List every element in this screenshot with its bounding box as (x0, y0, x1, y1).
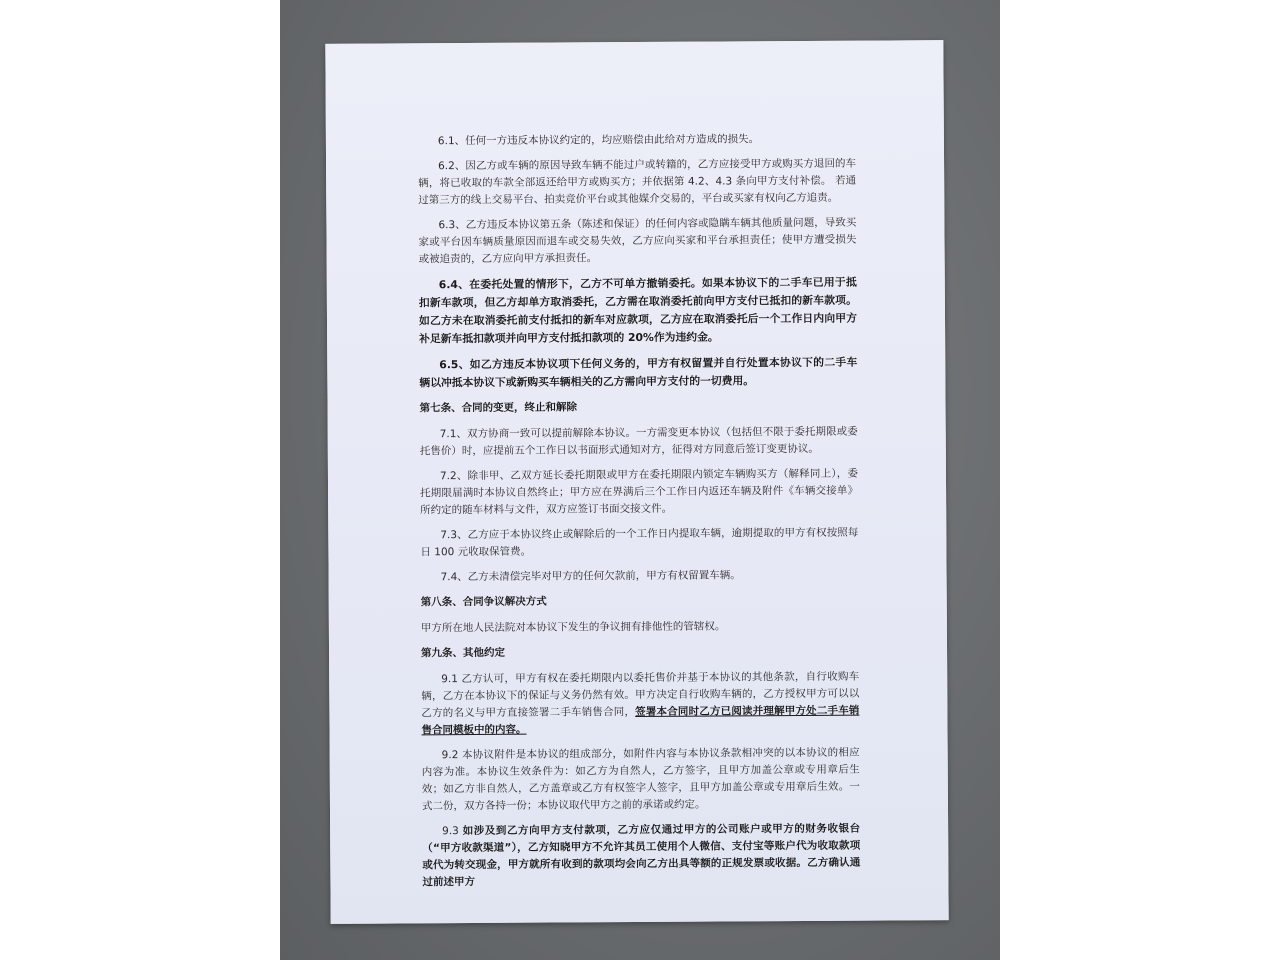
clause-9-3 (422, 821, 860, 892)
clause-9-3-number: 9.3 (442, 825, 463, 838)
clause-6-2: 6.2、因乙方或车辆的原因导致车辆不能过户或转籍的，乙方应接受甲方或购买方退回的车辆，将已收取的车款全部返还给甲方或购买方；并依据第 4.2、4.3 条向甲方支付补偿。 若通过第三方的线上交易平台、拍卖竞价平台或其他媒介交易的，平台或买家有权向乙方追责。 (418, 157, 857, 207)
clause-6-4: 6.4、在委托处置的情形下，乙方不可单方撤销委托。如果本协议下的二手车已用于抵扣新车款项，但乙方却单方取消委托，乙方需在取消委托前向甲方支付已抵扣的新车款项。如乙方未在取消委托前支付抵扣的新车对应款项，乙方应在取消委托后一个工作日内向甲方补足新车抵扣款项并向甲方支付抵扣款项的 20%作为违约金。 (418, 275, 858, 346)
document-page (325, 40, 948, 924)
section-heading-article-7: 第七条、合同的变更，终止和解除 (419, 401, 578, 415)
clause-9-3-text: 如涉及到乙方向甲方支付款项，乙方应仅通过甲方的公司账户或甲方的财务收银台（“甲方收款渠道”），乙方知晓甲方不允许其员工使用个人微信、支付宝等账户代为收取款项或代为转交现金，甲方就所有收到的款项均会向乙方出具等额的正规发票或收据。乙方确认通过前述甲方 (422, 822, 861, 889)
photo-background (280, 0, 1000, 960)
clause-9-1-underlined: 签署本合同时乙方已阅读并理解甲方处二手车销售合同模板中的内容。 (421, 704, 860, 737)
clause-9-2: 9.2 本协议附件是本协议的组成部分，如附件内容与本协议条款相冲突的以本协议的相应内容为准。本协议生效条件为：如乙方为自然人，乙方签字，且甲方加盖公章或专用章后生效；如乙方非自然人，乙方盖章或乙方有权签字人签字，且甲方加盖公章或专用章后生效。一式二份，双方各持一份；本协议取代甲方之前的承诺或约定。 (421, 746, 860, 813)
clause-7-3: 7.3、乙方应于本协议终止或解除后的一个工作日内提取车辆，逾期提取的甲方有权按照每日 100 元收取保管费。 (420, 526, 859, 559)
clause-9-1-text: 9.1 乙方认可，甲方有权在委托期限内以委托售价并基于本协议的其他条款，自行收购车辆，乙方在本协议下的保证与义务仍然有效。甲方决定自行收购车辆的，乙方授权甲方可以以乙方的名义与甲方直接签署二手车销售合同， (421, 670, 860, 720)
clause-7-2: 7.2、除非甲、乙双方延长委托期限或甲方在委托期限内锁定车辆购买方（解释同上），委托期限届满时本协议自然终止；甲方应在界满后三个工作日内返还车辆及附件《车辆交接单》所约定的随车材料与文件，双方应签订书面交接文件。 (420, 467, 859, 517)
clause-6-1: 6.1、任何一方违反本协议约定的，均应赔偿由此给对方造成的损失。 (437, 133, 760, 148)
section-heading-article-9: 第九条、其他约定 (421, 646, 506, 660)
clause-7-4: 7.4、乙方未清偿完毕对甲方的任何欠款前，甲方有权留置车辆。 (440, 569, 741, 584)
clause-6-3: 6.3、乙方违反本协议第五条（陈述和保证）的任何内容或隐瞒车辆其他质量问题，导致买家或平台因车辆质量原因而退车或交易失效，乙方应向买家和平台承担责任；使甲方遭受损失或被追责的，乙方应向甲方承担责任。 (418, 216, 857, 266)
clause-8-body: 甲方所在地人民法院对本协议下发生的争议拥有排他性的管辖权。 (420, 620, 726, 635)
clause-7-1: 7.1、双方协商一致可以提前解除本协议。一方需变更本协议（包括但不限于委托期限或委托售价）时，应提前五个工作日以书面形式通知对方，征得对方同意后签订变更协议。 (419, 425, 858, 458)
clause-6-5: 6.5、如乙方违反本协议项下任何义务的，甲方有权留置并自行处置本协议下的二手车辆以冲抵本协议下或新购买车辆相关的乙方需向甲方支付的一切费用。 (419, 355, 858, 390)
document-content (418, 131, 861, 900)
clause-9-1 (421, 669, 859, 740)
section-heading-article-8: 第八条、合同争议解决方式 (420, 595, 547, 609)
